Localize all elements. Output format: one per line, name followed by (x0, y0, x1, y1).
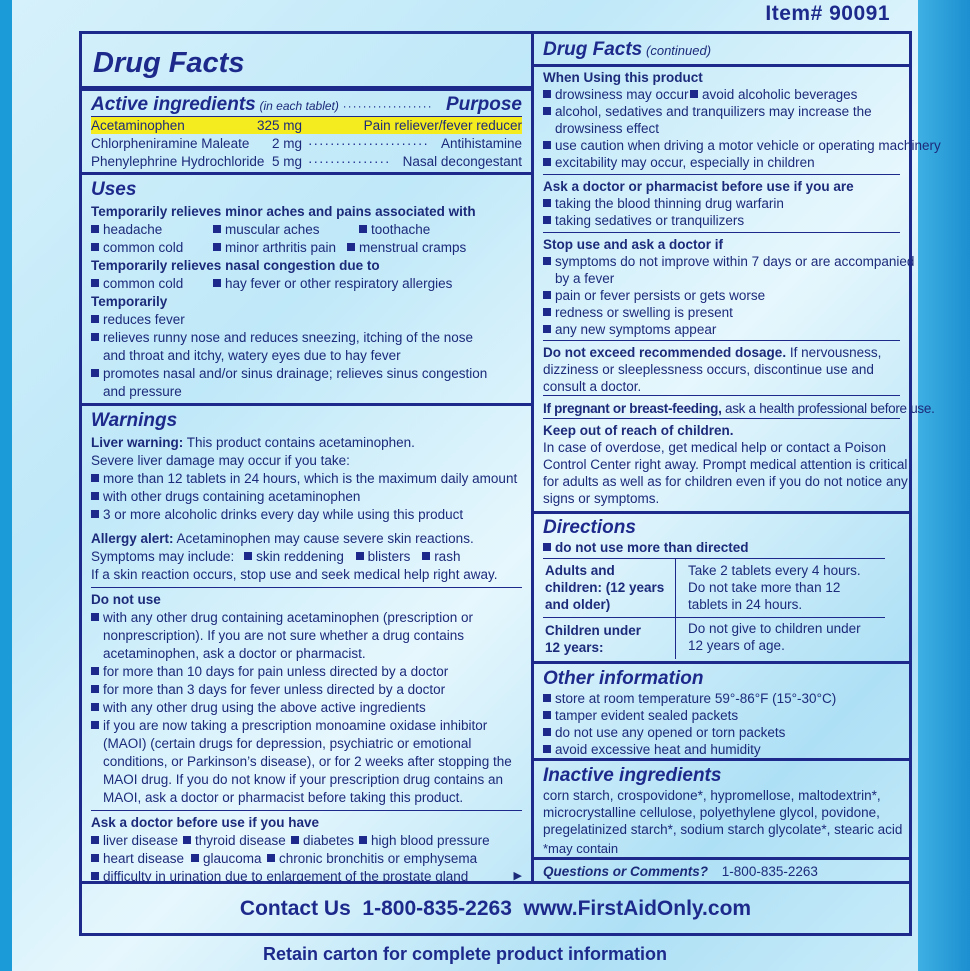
divider (534, 661, 909, 664)
active-ingredients-heading: Active ingredients (91, 94, 256, 115)
bullet-icon (91, 474, 99, 482)
bullet-icon (91, 225, 99, 233)
bullet-icon (91, 333, 99, 341)
continued-title: Drug Facts (543, 39, 643, 60)
active-ingredients-section: Active ingredients (in each tablet) ·················· Purpose Acetaminophen 325 mg Pain reliever/fever reducer Chlorpheniramine Maleate 2 mg ······················ Antihistamine Phenylephrine Hydrochloride 5 mg ··············· Nasal decongestant (91, 94, 522, 169)
bullet-icon (91, 667, 99, 675)
bullet-icon (543, 107, 551, 115)
bullet-icon (213, 279, 221, 287)
bullet-icon (543, 216, 551, 224)
bullet-icon (267, 854, 275, 862)
bullet-icon (91, 369, 99, 377)
ingredient-amount: 5 mg (272, 154, 303, 169)
divider (534, 511, 909, 514)
bullet-icon (543, 90, 551, 98)
bullet-icon (543, 694, 551, 702)
contact-banner: Contact Us 1-800-835-2263 www.FirstAidOnly.com (79, 884, 912, 936)
bullet-icon (213, 225, 221, 233)
ingredient-amount: 2 mg (272, 136, 303, 151)
page-title: Drug Facts (93, 47, 245, 79)
ingredient-amount: 325 mg (257, 118, 303, 133)
divider (534, 758, 909, 761)
bullet-icon (191, 854, 199, 862)
bullet-icon (244, 552, 252, 560)
ingredient-purpose: Nasal decongestant (402, 154, 522, 169)
ingredient-purpose: Antihistamine (440, 136, 522, 151)
bullet-icon (543, 711, 551, 719)
bullet-icon (91, 315, 99, 323)
uses-section: Uses Temporarily relieves minor aches and pains associated with headache muscular aches toothache common cold minor arthritis pain menstrual cramps Temporarily relieves nasal congestion due to common cold hay fever or other respiratory allergies Temporarily reduces fever relieves runny nose and reduces sneezing, itching of the nose and throat and itchy, watery eyes due to hay fever promotes nasal and/or sinus drainage; relieves sinus congestion and pressure (91, 179, 488, 399)
bullet-icon (543, 158, 551, 166)
directions-heading: Directions (543, 517, 636, 538)
divider (534, 857, 909, 860)
ingredient-name: Phenylephrine Hydrochloride (91, 154, 265, 169)
bullet-icon (213, 243, 221, 251)
bullet-icon (356, 552, 364, 560)
bullet-icon (422, 552, 430, 560)
bullet-icon (543, 728, 551, 736)
title-section (82, 34, 531, 86)
active-ingredients-note: (in each tablet) (259, 99, 339, 113)
bullet-icon (91, 721, 99, 729)
bullet-icon (91, 492, 99, 500)
bullet-icon (543, 141, 551, 149)
bullet-icon (91, 243, 99, 251)
bullet-icon (291, 836, 299, 844)
divider (534, 64, 909, 67)
bullet-icon (347, 243, 355, 251)
ingredient-purpose: Pain reliever/fever reducer (363, 118, 522, 133)
uses-heading: Uses (91, 179, 137, 200)
drug-facts-box (79, 31, 941, 884)
bullet-icon (543, 308, 551, 316)
right-column: Drug Facts (continued) When Using this product drowsiness may occur avoid alcoholic beverages alcohol, sedatives and tranquilizers may increase the drowsiness effect use caution when driving a motor vehicle or operating machinery excitability may occur, especially in children Ask a doctor or pharmacist before use if you are taking the blood thinning drug warfarin taking sedatives or tranquilizers Stop use and ask a doctor if symptoms do not improve within 7 days or are accompanied by a fever pain or fever persists or gets worse redness or swelling is present any new symptoms appear Do not exceed recommended dosage. If nervousness, dizziness or sleeplessness occurs, discontinue use and consult a doctor. If pregnant or breast-feeding, ask a health professional before use. Keep out of reach of children. In case of overdose, get medical help or contact a Poison Control Center right away. Prompt medical attention is critical for adults as well as for children even if you do not notice any signs or symptoms. Directions do not use more than directed Adults and children: (12 years and older) Take 2 tablets every 4 hours. Do not take more than 12 tablets in 24 hours. Children under 12 years: Do not give to children under 12 years of age. Other information store at room temperature 59°-86°F (15°-30°C) tamper evident sealed packets do not use any opened or torn packets avoid excessive heat and humidity Inactive ingredients corn starch, crospovidone*, hypromellose, maltodextrin*, microcrystalline cellulose, polyethylene glycol, povidone, pregelatinized starch*, sodium starch glycolate*, stearic acid *may contain Questions or Comments? 1-800-835-2263 (534, 34, 909, 881)
questions-phone: 1-800-835-2263 (721, 864, 818, 879)
bullet-icon (91, 613, 99, 621)
bullet-icon (359, 836, 367, 844)
inactive-ingredients-heading: Inactive ingredients (543, 765, 722, 786)
bullet-icon (543, 745, 551, 753)
bullet-icon (359, 225, 367, 233)
bullet-icon (91, 703, 99, 711)
ingredient-name: Acetaminophen (91, 118, 185, 133)
bullet-icon (91, 510, 99, 518)
ingredient-name: Chlorpheniramine Maleate (91, 136, 250, 151)
bullet-icon (91, 836, 99, 844)
bullet-icon (91, 279, 99, 287)
bullet-icon (91, 854, 99, 862)
bullet-icon (91, 685, 99, 693)
bullet-icon (543, 257, 551, 265)
bullet-icon (543, 291, 551, 299)
continued-title-section: Drug Facts (continued) (543, 39, 712, 60)
bullet-icon (543, 325, 551, 333)
continue-arrow-icon: ▶ (513, 870, 522, 882)
bullet-icon (543, 199, 551, 207)
warnings-heading: Warnings (91, 410, 178, 431)
other-information-heading: Other information (543, 668, 704, 689)
item-number: Item# 90091 (765, 2, 890, 25)
retain-carton-note: Retain carton for complete product information (262, 944, 668, 964)
bullet-icon (91, 872, 99, 880)
bullet-icon (543, 543, 551, 551)
warnings-section: Warnings Liver warning: This product contains acetaminophen. Severe liver damage may occur if you take: more than 12 tablets in 24 hours, which is the maximum daily amount with other drugs containing acetaminophen 3 or more alcoholic drinks every day while using this product Allergy alert: Acetaminophen may cause severe skin reactions. Symptoms may include: skin reddening blisters rash If a skin reaction occurs, stop use and seek medical help right away. Do not use with any other drug containing acetaminophen (prescription or nonprescription). If you are not sure whether a drug contains acetaminophen, ask a doctor or pharmacist. for more than 10 days for pain unless directed by a doctor for more than 3 days for fever unless directed by a doctor with any other drug using the above active ingredients if you are now taking a prescription monoamine oxidase inhibitor (MAOI) (certain drugs for depression, psychiatric or emotional conditions, or Parkinson’s disease), or for 2 weeks after stopping the MAOI drug. If you do not know if your prescription drug contains an MAOI, ask a doctor or pharmacist before taking this product. Ask a doctor before use if you have liver disease thyroid disease diabetes high blood pressure heart disease glaucoma chronic bronchitis or emphysema difficulty in urination due to enlargement of the prostate gland ▶ (91, 410, 522, 884)
bullet-icon (690, 90, 698, 98)
purpose-heading: Purpose (445, 94, 522, 115)
bullet-icon (183, 836, 191, 844)
left-column (82, 34, 534, 884)
